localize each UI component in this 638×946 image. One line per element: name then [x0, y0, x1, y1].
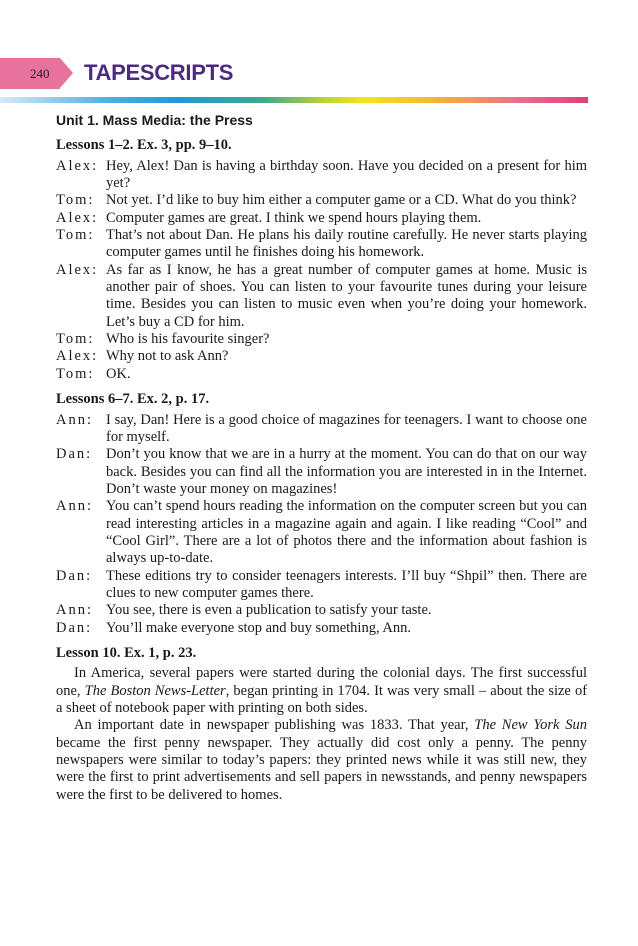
text: An important date in newspaper publishing was 1833. That year,: [74, 717, 475, 734]
dialogue-text: Don’t you know that we are in a hurry at the moment. You can do that on our way back. Besides you can find all the information you are interested in in the Internet. Don’t waste your money on magazines!: [106, 446, 587, 497]
speaker-label: Alex:: [56, 157, 99, 174]
dialogue-text: I say, Dan! Here is a good choice of magazines for teenagers. I want to choose one for myself.: [106, 411, 587, 445]
rainbow-divider: [0, 97, 588, 103]
dialogue-line: [56, 192, 587, 209]
dialogue-line: [56, 158, 587, 193]
dialogue-line: [56, 262, 587, 331]
dialogue-line: [56, 568, 587, 603]
speaker-label: Alex:: [56, 348, 99, 365]
paragraph: [56, 717, 587, 804]
speaker-label: Ann:: [56, 498, 93, 515]
lesson-heading: Lessons 1–2. Ex. 3, pp. 9–10.: [56, 137, 232, 154]
dialogue-text: As far as I know, he has a great number of computer games at home. Music is another pair of shoes. You can listen to your favourite tunes during your leisure time. Besides you can listen to music even when you’re doing your homework. Let’s buy a CD for him.: [106, 261, 587, 330]
dialogue-line: [56, 602, 587, 619]
speaker-label: Tom:: [56, 365, 95, 382]
speaker-label: Ann:: [56, 602, 93, 619]
lesson-heading: Lessons 6–7. Ex. 2, p. 17.: [56, 391, 210, 408]
page-content: [56, 112, 587, 804]
dialogue-line: [56, 331, 587, 348]
dialogue-text: You can’t spend hours reading the information on the computer screen but you can read interesting articles in a magazine again and again. I like reading “Cool” and “Cool Girl”. There are a lot of photos there and the information about fashion is always up-to-date.: [106, 498, 587, 567]
dialogue-line: [56, 412, 587, 447]
unit-title: Unit 1. Mass Media: the Press: [56, 112, 253, 128]
dialogue-text: Why not to ask Ann?: [106, 348, 229, 365]
speaker-label: Ann:: [56, 411, 93, 428]
dialogue-text: You’ll make everyone stop and buy something, Ann.: [106, 619, 412, 636]
speaker-label: Tom:: [56, 192, 95, 209]
dialogue-line: [56, 210, 587, 227]
dialogue-text: Hey, Alex! Dan is having a birthday soon. Have you decided on a present for him yet?: [106, 157, 587, 192]
dialogue-line: [56, 446, 587, 498]
dialogue-line: [56, 366, 587, 383]
newspaper-title: The New York Sun: [474, 717, 587, 734]
dialogue-line: [56, 348, 587, 365]
page-number: 240: [30, 66, 50, 81]
speaker-label: Dan:: [56, 446, 93, 463]
text: In America, several papers were started during the colonial days. The first successful one,: [56, 665, 587, 699]
speaker-label: Tom:: [56, 331, 95, 348]
dialogue-text: These editions try to consider teenagers interests. I’ll buy “Shpil” then. There are clues to new computer games there.: [106, 567, 587, 601]
speaker-label: Tom:: [56, 227, 95, 244]
dialogue-line: [56, 227, 587, 262]
dialogue-line: [56, 620, 587, 637]
speaker-label: Alex:: [56, 261, 99, 278]
dialogue-text: OK.: [106, 365, 131, 382]
dialogue-text: Who is his favourite singer?: [106, 331, 270, 348]
speaker-label: Dan:: [56, 619, 93, 636]
dialogue-sections: [56, 137, 587, 637]
speaker-label: Dan:: [56, 567, 93, 584]
speaker-label: Alex:: [56, 209, 99, 226]
dialogue-text: Not yet. I’d like to buy him either a computer game or a CD. What do you think?: [106, 192, 577, 209]
dialogue-text: Computer games are great. I think we spend hours playing them.: [106, 209, 482, 226]
dialogue-text: You see, there is even a publication to satisfy your taste.: [106, 602, 432, 619]
text: , began printing in 1704. It was very small – about the size of a sheet of notebook paper with printing on both sides.: [56, 682, 588, 716]
dialogue-line: [56, 498, 587, 567]
dialogue-text: That’s not about Dan. He plans his daily routine carefully. He never starts playing computer games until he finishes doing his homework.: [106, 227, 587, 261]
lesson-heading: Lesson 10. Ex. 1, p. 23.: [56, 644, 197, 661]
text: became the first penny newspaper. They actually did cost only a penny. The penny newspapers were similar to today’s papers: they printed news while it was still new, they were the first to print advertisements and sell papers in newsstands, and penny newspapers were the first to be delivered to homes.: [56, 734, 587, 803]
newspaper-title: The Boston News-Letter: [84, 682, 226, 699]
paragraph: [56, 665, 587, 717]
page-title: TAPESCRIPTS: [84, 60, 234, 85]
